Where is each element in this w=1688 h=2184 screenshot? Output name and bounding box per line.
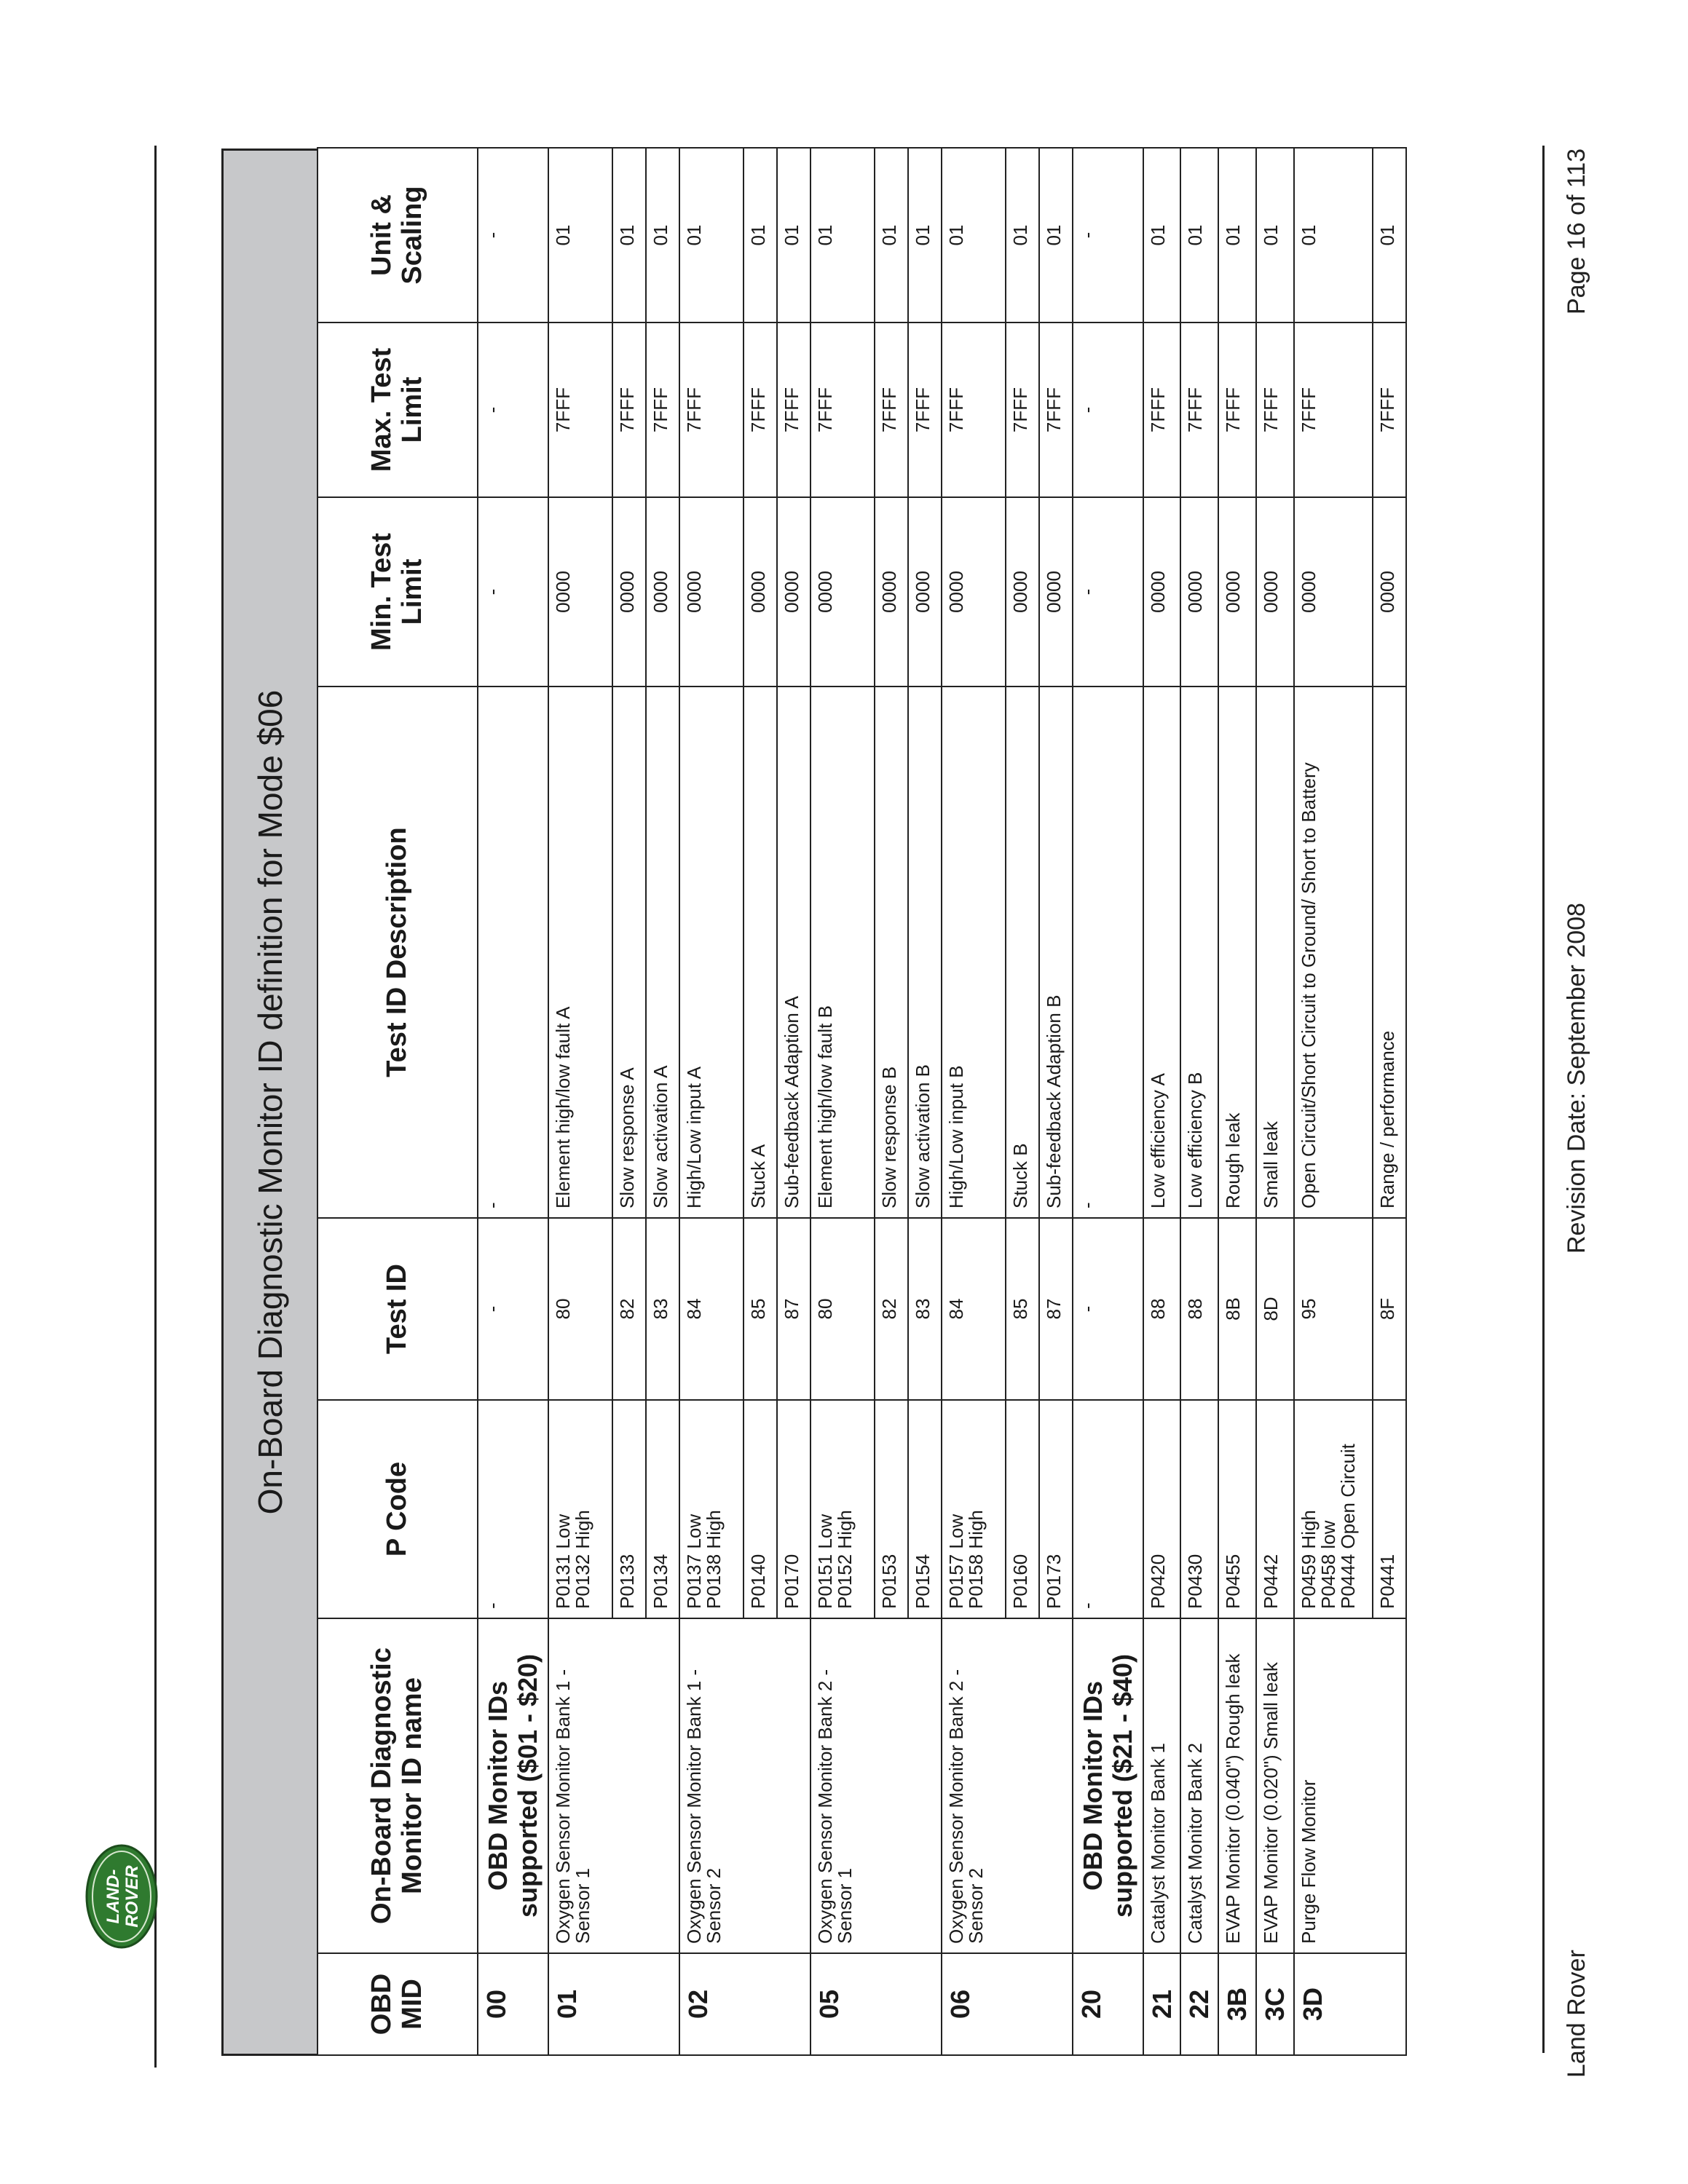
cell-max: 7FFF: [548, 323, 612, 497]
table-title: On-Board Diagnostic Monitor ID definition for Mode $06: [221, 149, 317, 2056]
cell-desc: Range / performance: [1373, 687, 1406, 1218]
cell-max: 7FFF: [744, 323, 777, 497]
cell-max: 7FFF: [1373, 323, 1406, 497]
cell-max: 7FFF: [1006, 323, 1039, 497]
cell-desc: Element high/low fault A: [548, 687, 612, 1218]
svg-text:LAND-: LAND-: [103, 1869, 123, 1924]
cell-pcode: P0459 High P0458 low P0444 Open Circuit: [1294, 1400, 1373, 1618]
cell-pcode: -: [478, 1400, 548, 1618]
cell-min: 0000: [679, 497, 744, 687]
cell-desc: High/Low input B: [942, 687, 1006, 1218]
cell-min: 0000: [1006, 497, 1039, 687]
table-row: [942, 148, 1006, 2055]
cell-test-id: 83: [646, 1218, 679, 1400]
cell-name: Catalyst Monitor Bank 1: [1143, 1618, 1181, 1953]
cell-max: 7FFF: [646, 323, 679, 497]
cell-test-id: 8F: [1373, 1218, 1406, 1400]
col-monitor-name: On-Board Diagnostic Monitor ID name: [318, 1618, 478, 1953]
cell-mid: 01: [548, 1953, 679, 2055]
cell-desc: Stuck B: [1006, 687, 1039, 1218]
cell-test-id: 80: [548, 1218, 612, 1400]
cell-test-id: 88: [1143, 1218, 1181, 1400]
cell-desc: Element high/low fault B: [811, 687, 875, 1218]
cell-name: OBD Monitor IDs supported ($21 - $40): [1073, 1618, 1143, 1953]
cell-mid: 3D: [1294, 1953, 1406, 2055]
cell-name: Purge Flow Monitor: [1294, 1618, 1406, 1953]
cell-pcode: P0134: [646, 1400, 679, 1618]
cell-test-id: 8D: [1256, 1218, 1294, 1400]
cell-desc: Open Circuit/Short Circuit to Ground/ Short to Battery: [1294, 687, 1373, 1218]
cell-min: 0000: [777, 497, 811, 687]
cell-name: Oxygen Sensor Monitor Bank 1 - Sensor 1: [548, 1618, 679, 1953]
cell-unit: 01: [1143, 148, 1181, 323]
footer-rule: [1542, 146, 1545, 2053]
cell-min: 0000: [1218, 497, 1256, 687]
cell-min: 0000: [1373, 497, 1406, 687]
cell-min: 0000: [1143, 497, 1181, 687]
cell-name: OBD Monitor IDs supported ($01 - $20): [478, 1618, 548, 1953]
cell-unit: 01: [1039, 148, 1073, 323]
cell-min: 0000: [612, 497, 646, 687]
cell-unit: 01: [646, 148, 679, 323]
cell-pcode: -: [1073, 1400, 1143, 1618]
col-p-code: P Code: [318, 1400, 478, 1618]
cell-unit: 01: [942, 148, 1006, 323]
cell-min: 0000: [875, 497, 908, 687]
cell-max: 7FFF: [908, 323, 942, 497]
cell-mid: 22: [1180, 1953, 1218, 2055]
table-row: [811, 148, 875, 2055]
cell-max: 7FFF: [875, 323, 908, 497]
monitor-table: [317, 147, 1407, 2056]
cell-min: -: [478, 497, 548, 687]
cell-pcode: P0420: [1143, 1400, 1181, 1618]
footer-revision-date: Revision Date: September 2008: [1563, 903, 1590, 1254]
cell-desc: Slow activation A: [646, 687, 679, 1218]
cell-max: -: [1073, 323, 1143, 497]
cell-pcode: P0442: [1256, 1400, 1294, 1618]
cell-min: 0000: [1294, 497, 1373, 687]
cell-pcode: P0173: [1039, 1400, 1073, 1618]
col-unit-scaling: Unit & Scaling: [318, 148, 478, 323]
svg-text:ROVER: ROVER: [122, 1865, 142, 1928]
cell-unit: 01: [679, 148, 744, 323]
cell-unit: 01: [1294, 148, 1373, 323]
cell-max: 7FFF: [679, 323, 744, 497]
cell-unit: 01: [1218, 148, 1256, 323]
cell-unit: 01: [1256, 148, 1294, 323]
cell-max: 7FFF: [1218, 323, 1256, 497]
col-max-limit: Max. Test Limit: [318, 323, 478, 497]
cell-min: 0000: [646, 497, 679, 687]
cell-desc: Stuck A: [744, 687, 777, 1218]
cell-unit: 01: [548, 148, 612, 323]
cell-min: 0000: [548, 497, 612, 687]
cell-unit: 01: [777, 148, 811, 323]
cell-desc: Sub-feedback Adaption B: [1039, 687, 1073, 1218]
cell-mid: 00: [478, 1953, 548, 2055]
cell-test-id: 82: [875, 1218, 908, 1400]
cell-mid: 02: [679, 1953, 811, 2055]
cell-unit: -: [478, 148, 548, 323]
table-row: [1294, 148, 1373, 2055]
cell-desc: High/Low input A: [679, 687, 744, 1218]
header-rule: [154, 146, 157, 2068]
cell-desc: Small leak: [1256, 687, 1294, 1218]
cell-unit: 01: [1180, 148, 1218, 323]
cell-mid: 21: [1143, 1953, 1181, 2055]
cell-test-id: 95: [1294, 1218, 1373, 1400]
cell-mid: 06: [942, 1953, 1073, 2055]
cell-max: 7FFF: [942, 323, 1006, 497]
cell-test-id: -: [1073, 1218, 1143, 1400]
cell-min: -: [1073, 497, 1143, 687]
cell-mid: 3B: [1218, 1953, 1256, 2055]
table-row: [478, 148, 548, 2055]
monitor-table-rotated: [221, 149, 1398, 2056]
cell-pcode: P0455: [1218, 1400, 1256, 1618]
cell-min: 0000: [811, 497, 875, 687]
table-row: [1180, 148, 1218, 2055]
table-row: [1256, 148, 1294, 2055]
cell-test-id: 80: [811, 1218, 875, 1400]
cell-desc: Slow response A: [612, 687, 646, 1218]
cell-pcode: P0430: [1180, 1400, 1218, 1618]
cell-test-id: 85: [744, 1218, 777, 1400]
footer-page-number: Page 16 of 113: [1563, 148, 1590, 314]
cell-test-id: -: [478, 1218, 548, 1400]
cell-unit: 01: [1006, 148, 1039, 323]
cell-unit: 01: [908, 148, 942, 323]
cell-unit: 01: [612, 148, 646, 323]
table-row: [1218, 148, 1256, 2055]
cell-desc: Slow activation B: [908, 687, 942, 1218]
cell-mid: 05: [811, 1953, 942, 2055]
cell-desc: Slow response B: [875, 687, 908, 1218]
cell-pcode: P0157 Low P0158 High: [942, 1400, 1006, 1618]
cell-name: EVAP Monitor (0.020") Small leak: [1256, 1618, 1294, 1953]
cell-pcode: P0153: [875, 1400, 908, 1618]
cell-min: 0000: [1180, 497, 1218, 687]
cell-max: 7FFF: [1039, 323, 1073, 497]
cell-min: 0000: [942, 497, 1006, 687]
cell-name: EVAP Monitor (0.040") Rough leak: [1218, 1618, 1256, 1953]
cell-test-id: 84: [942, 1218, 1006, 1400]
cell-pcode: P0131 Low P0132 High: [548, 1400, 612, 1618]
cell-test-id: 85: [1006, 1218, 1039, 1400]
cell-unit: -: [1073, 148, 1143, 323]
cell-desc: Rough leak: [1218, 687, 1256, 1218]
cell-pcode: P0133: [612, 1400, 646, 1618]
cell-test-id: 87: [1039, 1218, 1073, 1400]
cell-max: 7FFF: [811, 323, 875, 497]
cell-test-id: 84: [679, 1218, 744, 1400]
cell-test-id: 83: [908, 1218, 942, 1400]
table-row: [548, 148, 612, 2055]
cell-max: 7FFF: [777, 323, 811, 497]
table-row: [1073, 148, 1143, 2055]
cell-desc: Low efficiency B: [1180, 687, 1218, 1218]
cell-desc: Low efficiency A: [1143, 687, 1181, 1218]
cell-name: Oxygen Sensor Monitor Bank 1 - Sensor 2: [679, 1618, 811, 1953]
cell-test-id: 82: [612, 1218, 646, 1400]
col-test-description: Test ID Description: [318, 687, 478, 1218]
table-row: [1143, 148, 1181, 2055]
table-header-row: [318, 148, 478, 2055]
table-row: [679, 148, 744, 2055]
col-test-id: Test ID: [318, 1218, 478, 1400]
cell-max: 7FFF: [1294, 323, 1373, 497]
cell-unit: 01: [1373, 148, 1406, 323]
cell-max: 7FFF: [1180, 323, 1218, 497]
cell-name: Catalyst Monitor Bank 2: [1180, 1618, 1218, 1953]
cell-pcode: P0151 Low P0152 High: [811, 1400, 875, 1618]
col-min-limit: Min. Test Limit: [318, 497, 478, 687]
cell-min: 0000: [908, 497, 942, 687]
cell-pcode: P0441: [1373, 1400, 1406, 1618]
cell-max: -: [478, 323, 548, 497]
cell-mid: 3C: [1256, 1953, 1294, 2055]
cell-test-id: 8B: [1218, 1218, 1256, 1400]
cell-pcode: P0160: [1006, 1400, 1039, 1618]
cell-pcode: P0140: [744, 1400, 777, 1618]
cell-pcode: P0137 Low P0138 High: [679, 1400, 744, 1618]
cell-test-id: 87: [777, 1218, 811, 1400]
cell-pcode: P0154: [908, 1400, 942, 1618]
cell-pcode: P0170: [777, 1400, 811, 1618]
cell-unit: 01: [811, 148, 875, 323]
land-rover-logo: [82, 1842, 162, 1951]
cell-max: 7FFF: [1143, 323, 1181, 497]
cell-name: Oxygen Sensor Monitor Bank 2 - Sensor 2: [942, 1618, 1073, 1953]
cell-mid: 20: [1073, 1953, 1143, 2055]
cell-min: 0000: [744, 497, 777, 687]
col-obd-mid: OBD MID: [318, 1953, 478, 2055]
cell-name: Oxygen Sensor Monitor Bank 2 - Sensor 1: [811, 1618, 942, 1953]
cell-unit: 01: [875, 148, 908, 323]
cell-desc: Sub-feedback Adaption A: [777, 687, 811, 1218]
footer-company: Land Rover: [1563, 1950, 1590, 2078]
cell-min: 0000: [1256, 497, 1294, 687]
cell-desc: -: [1073, 687, 1143, 1218]
cell-min: 0000: [1039, 497, 1073, 687]
cell-test-id: 88: [1180, 1218, 1218, 1400]
cell-max: 7FFF: [1256, 323, 1294, 497]
cell-desc: -: [478, 687, 548, 1218]
cell-unit: 01: [744, 148, 777, 323]
cell-max: 7FFF: [612, 323, 646, 497]
